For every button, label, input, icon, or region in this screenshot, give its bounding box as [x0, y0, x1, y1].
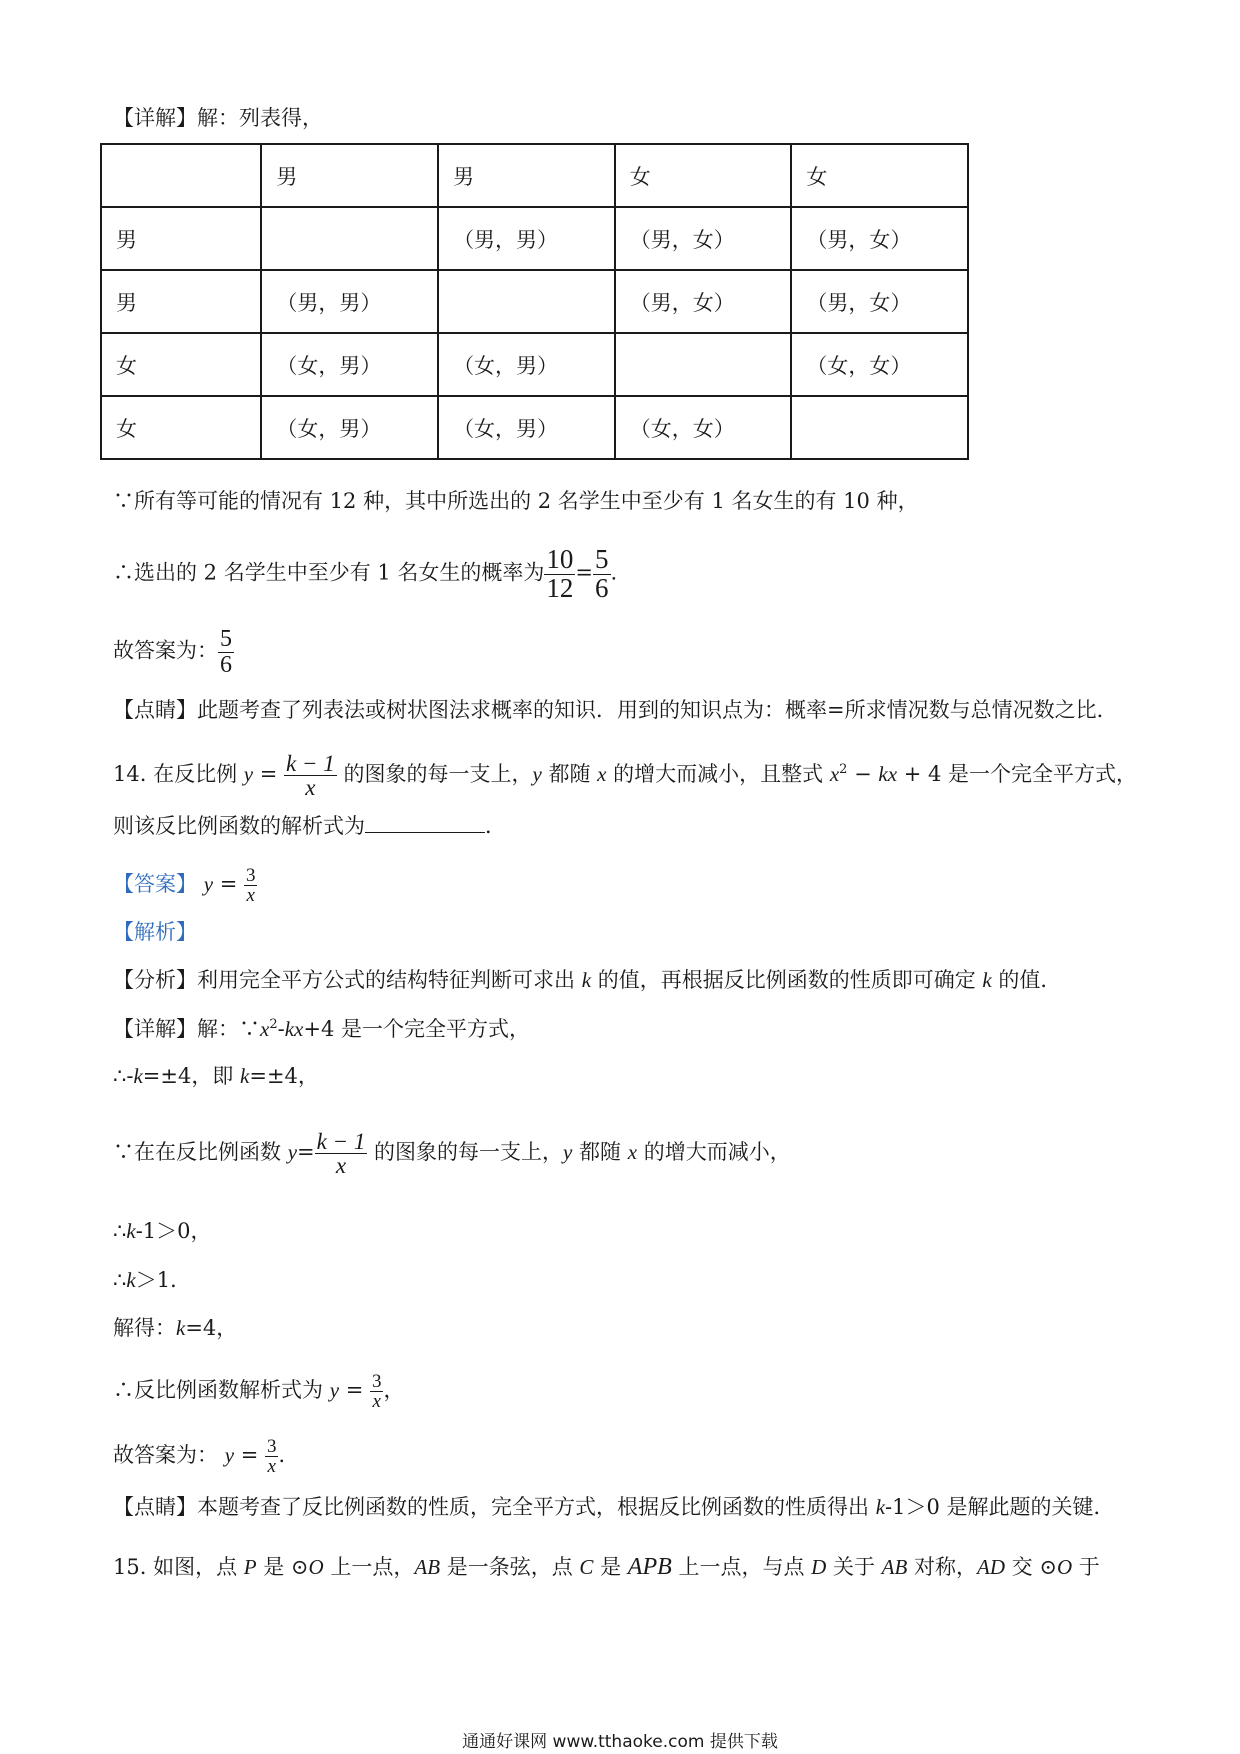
answer-13	[113, 627, 234, 677]
table-cell: （男，女）	[615, 270, 792, 333]
table-cell: （女，男）	[261, 333, 438, 396]
answer-blank	[365, 831, 485, 833]
fraction-3-over-x-2: $\frac{3}{x}$	[371, 1371, 382, 1412]
comment-13: 【点睛】此题考查了列表法或树状图法求概率的知识．用到的知识点为：概率=所求情况数与总情况数之比．	[113, 698, 1118, 722]
table-cell: （女，男）	[438, 333, 615, 396]
table-cell: 女	[791, 144, 968, 207]
table-cell: 男	[101, 270, 261, 333]
step-3: ∴k-1＞0，	[113, 1219, 212, 1243]
therefore-text: ∴选出的 2 名学生中至少有 1 名女生的概率为	[113, 560, 545, 585]
table-cell: 男	[438, 144, 615, 207]
fraction-5-6: $\frac{5}{6}$	[595, 544, 609, 603]
table-cell	[615, 333, 792, 396]
period: .	[610, 560, 618, 585]
step-4: ∴k＞1．	[113, 1268, 192, 1292]
step-1: ∴-k=±4，即 k=±4，	[113, 1064, 319, 1088]
answer-14: 【答案】 y = $\frac{3}{x}$	[113, 865, 256, 906]
table-cell: （女，女）	[615, 396, 792, 459]
answer-tag: 【答案】	[113, 872, 197, 896]
table-cell	[101, 144, 261, 207]
table-cell: （男，男）	[438, 207, 615, 270]
step-6: ∴反比例函数解析式为 y = $\frac{3}{x}$ ，	[113, 1371, 405, 1412]
table-cell: 女	[101, 333, 261, 396]
fraction-3-over-x: $\frac{3}{x}$	[245, 865, 256, 906]
outcome-table	[100, 143, 969, 460]
page-footer: 通通好课网 www.tthaoke.com 提供下载	[462, 1732, 778, 1752]
detail-intro: 【详解】解：列表得，	[113, 106, 323, 130]
step-5: 解得：k=4，	[113, 1316, 238, 1340]
table-cell: 女	[101, 396, 261, 459]
fraction-answer: $\frac{5}{6}$	[220, 626, 232, 678]
equals-sign: =	[575, 560, 594, 585]
table-cell: 女	[615, 144, 792, 207]
answer-label: 故答案为：	[113, 638, 218, 663]
table-cell: （女，男）	[261, 396, 438, 459]
fraction-k-minus-1-over-x-2: $\frac{k - 1}{x}$	[316, 1129, 366, 1178]
fraction-k-minus-1-over-x: $\frac{k - 1}{x}$	[286, 751, 335, 800]
table-cell	[438, 270, 615, 333]
comment-14: 【点睛】本题考查了反比例函数的性质，完全平方式，根据反比例函数的性质得出 k-1＞0 是解此题的关键．	[113, 1495, 1115, 1519]
table-cell: （男，男）	[261, 270, 438, 333]
table-row	[101, 207, 968, 270]
table-cell: （男，女）	[791, 207, 968, 270]
question-14-line2: 则该反比例函数的解析式为 ．	[113, 814, 506, 838]
fenxi-line: 【分析】利用完全平方公式的结构特征判断可求出 k 的值，再根据反比例函数的性质即可确定 k 的值．	[113, 968, 1062, 992]
step-7: 故答案为： y = $\frac{3}{x}$ ．	[113, 1436, 300, 1477]
table-cell: （男，女）	[615, 207, 792, 270]
question-15: 15. 如图，点 P 是 ⊙O 上一点，AB 是一条弦，点 C 是 APB 上一点，与点 D 关于 AB 对称，AD 交 ⊙O 于	[113, 1554, 1100, 1580]
table-header-row	[101, 144, 968, 207]
table-row	[101, 333, 968, 396]
table-cell: 男	[101, 207, 261, 270]
fraction-3-over-x-3: $\frac{3}{x}$	[266, 1436, 277, 1477]
question-14: 14. 在反比例 y = $\frac{k - 1}{x}$ 的图象的每一支上，y 都随 x 的增大而减小，且整式 $x^2$ − kx + 4 是一个完全平方式，	[113, 751, 1138, 800]
table-cell: 男	[261, 144, 438, 207]
table-cell	[791, 396, 968, 459]
table-cell: （女，男）	[438, 396, 615, 459]
detail-line: 【详解】解：$\because x^2-kx+4$ 是一个完全平方式，	[113, 1017, 531, 1041]
table-cell	[261, 207, 438, 270]
table-row	[101, 270, 968, 333]
analysis-tag: 【解析】	[113, 920, 197, 944]
table-cell: （男，女）	[791, 270, 968, 333]
table-row	[101, 396, 968, 459]
therefore-statement	[113, 546, 617, 602]
step-2: ∵在在反比例函数 y= $\frac{k - 1}{x}$ 的图象的每一支上，y 都随 x 的增大而减小，	[113, 1129, 791, 1178]
table-cell: （女，女）	[791, 333, 968, 396]
fraction-10-12: $\frac{10}{12}$	[546, 544, 574, 603]
since-statement: ∵所有等可能的情况有 12 种，其中所选出的 2 名学生中至少有 1 名女生的有 10 种，	[113, 489, 919, 513]
